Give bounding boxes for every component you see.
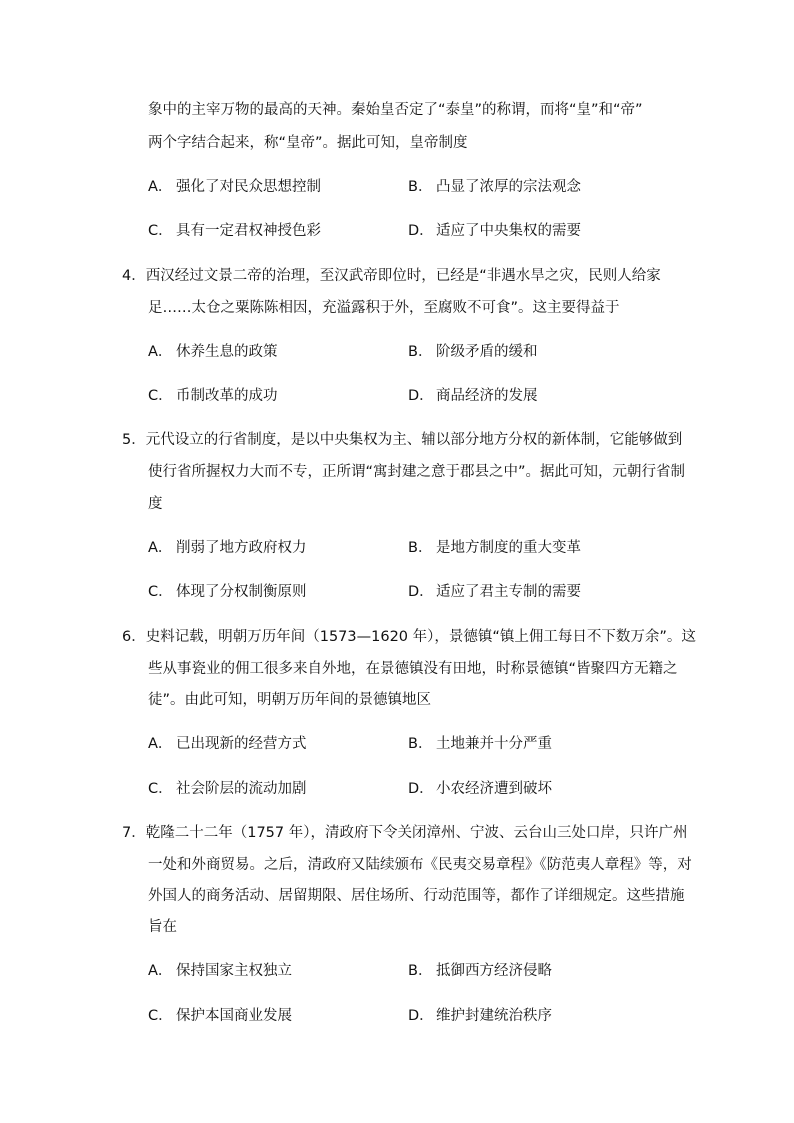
question-5-stem-line: 使行省所握权力大而不专，正所谓“寓封建之意于郡县之中”。据此可知，元朝行省制 <box>148 464 686 480</box>
question-6-stem-line: 徒”。由此可知，明朝万历年间的景德镇地区 <box>148 692 432 708</box>
question-6-option-b[interactable]: B． 土地兼并十分严重 <box>408 736 552 752</box>
question-5-option-d[interactable]: D． 适应了君主专制的需要 <box>408 584 581 600</box>
question-3-option-a[interactable]: A． 强化了对民众思想控制 <box>148 179 321 195</box>
question-4-stem-line: 足……太仓之粟陈陈相因，充溢露积于外，至腐败不可食”。这主要得益于 <box>148 300 620 316</box>
question-7-option-d[interactable]: D． 维护封建统治秩序 <box>408 1008 552 1024</box>
question-6-option-d[interactable]: D． 小农经济遭到破坏 <box>408 781 552 797</box>
question-4-option-c[interactable]: C． 币制改革的成功 <box>148 388 278 404</box>
question-7-option-b[interactable]: B． 抵御西方经济侵略 <box>408 963 552 979</box>
question-6-stem-line: 6．史料记载，明朝万历年间（1573—1620 年），景德镇“镇上佣工每日不下数万余”。这 <box>122 629 696 645</box>
question-5-stem-line: 5．元代设立的行省制度，是以中央集权为主、辅以部分地方分权的新体制，它能够做到 <box>122 432 683 448</box>
question-4-stem-line: 4．西汉经过文景二帝的治理，至汉武帝即位时，已经是“非遇水旱之灾，民则人给家 <box>122 268 661 284</box>
question-4-option-b[interactable]: B． 阶级矛盾的缓和 <box>408 344 538 360</box>
question-7-stem-line: 旨在 <box>148 919 177 935</box>
question-3-option-b[interactable]: B． 凸显了浓厚的宗法观念 <box>408 179 581 195</box>
question-6-option-c[interactable]: C． 社会阶层的流动加剧 <box>148 781 307 797</box>
question-7-stem-line: 一处和外商贸易。之后，清政府又陆续颁布《民夷交易章程》《防范夷人章程》等，对 <box>148 857 692 873</box>
question-6-stem-line: 些从事瓷业的佣工很多来自外地，在景德镇没有田地，时称景德镇“皆聚四方无籍之 <box>148 661 678 677</box>
question-4-option-a[interactable]: A． 休养生息的政策 <box>148 344 278 360</box>
question-7-option-c[interactable]: C． 保护本国商业发展 <box>148 1008 292 1024</box>
question-5-option-c[interactable]: C． 体现了分权制衡原则 <box>148 584 307 600</box>
question-6-option-a[interactable]: A． 已出现新的经营方式 <box>148 736 307 752</box>
question-7-stem-line: 7．乾隆二十二年（1757 年），清政府下令关闭漳州、宁波、云台山三处口岸，只许广州 <box>122 825 688 841</box>
question-7-stem-line: 外国人的商务活动、居留期限、居住场所、行动范围等，都作了详细规定。这些措施 <box>148 888 685 904</box>
question-5-option-a[interactable]: A． 削弱了地方政府权力 <box>148 540 307 556</box>
question-3-stem-line: 两个字结合起来，称“皇帝”。据此可知，皇帝制度 <box>148 135 468 151</box>
question-3-option-c[interactable]: C． 具有一定君权神授色彩 <box>148 223 321 239</box>
question-3-option-d[interactable]: D． 适应了中央集权的需要 <box>408 223 581 239</box>
question-7-option-a[interactable]: A． 保持国家主权独立 <box>148 963 292 979</box>
question-5-option-b[interactable]: B． 是地方制度的重大变革 <box>408 540 581 556</box>
question-3-stem-line: 象中的主宰万物的最高的天神。秦始皇否定了“泰皇”的称谓，而将“皇”和“帝” <box>148 102 643 118</box>
question-5-stem-line: 度 <box>148 496 163 512</box>
question-4-option-d[interactable]: D． 商品经济的发展 <box>408 388 538 404</box>
